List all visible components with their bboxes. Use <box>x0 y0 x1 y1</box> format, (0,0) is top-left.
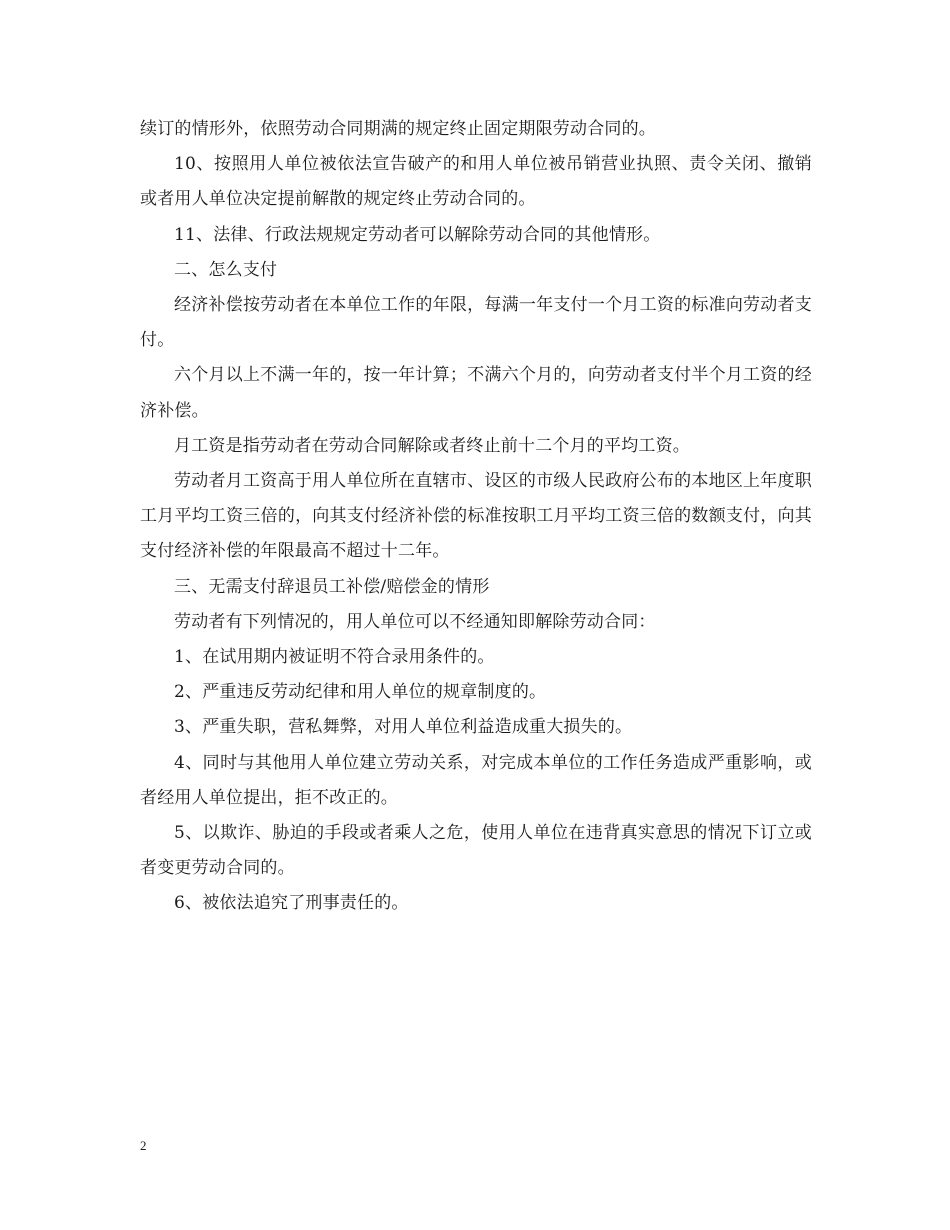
paragraph-monthly-wage-definition: 月工资是指劳动者在劳动合同解除或者终止前十二个月的平均工资。 <box>174 435 690 456</box>
section-heading-no-compensation: 三、无需支付辞退员工补偿/赔偿金的情形 <box>174 576 490 597</box>
list-item-4: 4、同时与其他用人单位建立劳动关系，对完成本单位的工作任务造成严重影响，或者经用人单位提出，拒不改正的。 <box>140 752 812 808</box>
paragraph-wage-cap: 劳动者月工资高于用人单位所在直辖市、设区的市级人民政府公布的本地区上年度职工月平均工资三倍的，向其支付经济补偿的标准按职工月平均工资三倍的数额支付，向其支付经济补偿的年限最高不超过十二年。 <box>140 471 812 562</box>
paragraph-item-11: 11、法律、行政法规规定劳动者可以解除劳动合同的其他情形。 <box>174 224 661 245</box>
paragraph-continuation: 续订的情形外，依照劳动合同期满的规定终止固定期限劳动合同的。 <box>140 119 656 139</box>
body-text <box>140 112 812 922</box>
list-item-1: 1、在试用期内被证明不符合录用条件的。 <box>174 647 495 668</box>
section-heading-how-to-pay: 二、怎么支付 <box>174 259 278 280</box>
list-item-2: 2、严重违反劳动纪律和用人单位的规章制度的。 <box>174 682 547 703</box>
list-item-3: 3、严重失职，营私舞弊，对用人单位利益造成重大损失的。 <box>174 717 633 738</box>
list-item-6: 6、被依法追究了刑事责任的。 <box>174 893 409 914</box>
paragraph-dismissal-intro: 劳动者有下列情况的，用人单位可以不经通知即解除劳动合同： <box>174 611 656 632</box>
paragraph-six-months-rule: 六个月以上不满一年的，按一年计算；不满六个月的，向劳动者支付半个月工资的经济补偿。 <box>140 365 812 421</box>
list-item-5: 5、以欺诈、胁迫的手段或者乘人之危，使用人单位在违背真实意思的情况下订立或者变更劳动合同的。 <box>140 823 812 879</box>
page-number: 2 <box>140 1138 147 1153</box>
paragraph-compensation-rule: 经济补偿按劳动者在本单位工作的年限，每满一年支付一个月工资的标准向劳动者支付。 <box>140 295 812 351</box>
paragraph-item-10: 10、按照用人单位被依法宣告破产的和用人单位被吊销营业执照、责令关闭、撤销或者用人单位决定提前解散的规定终止劳动合同的。 <box>140 154 812 210</box>
